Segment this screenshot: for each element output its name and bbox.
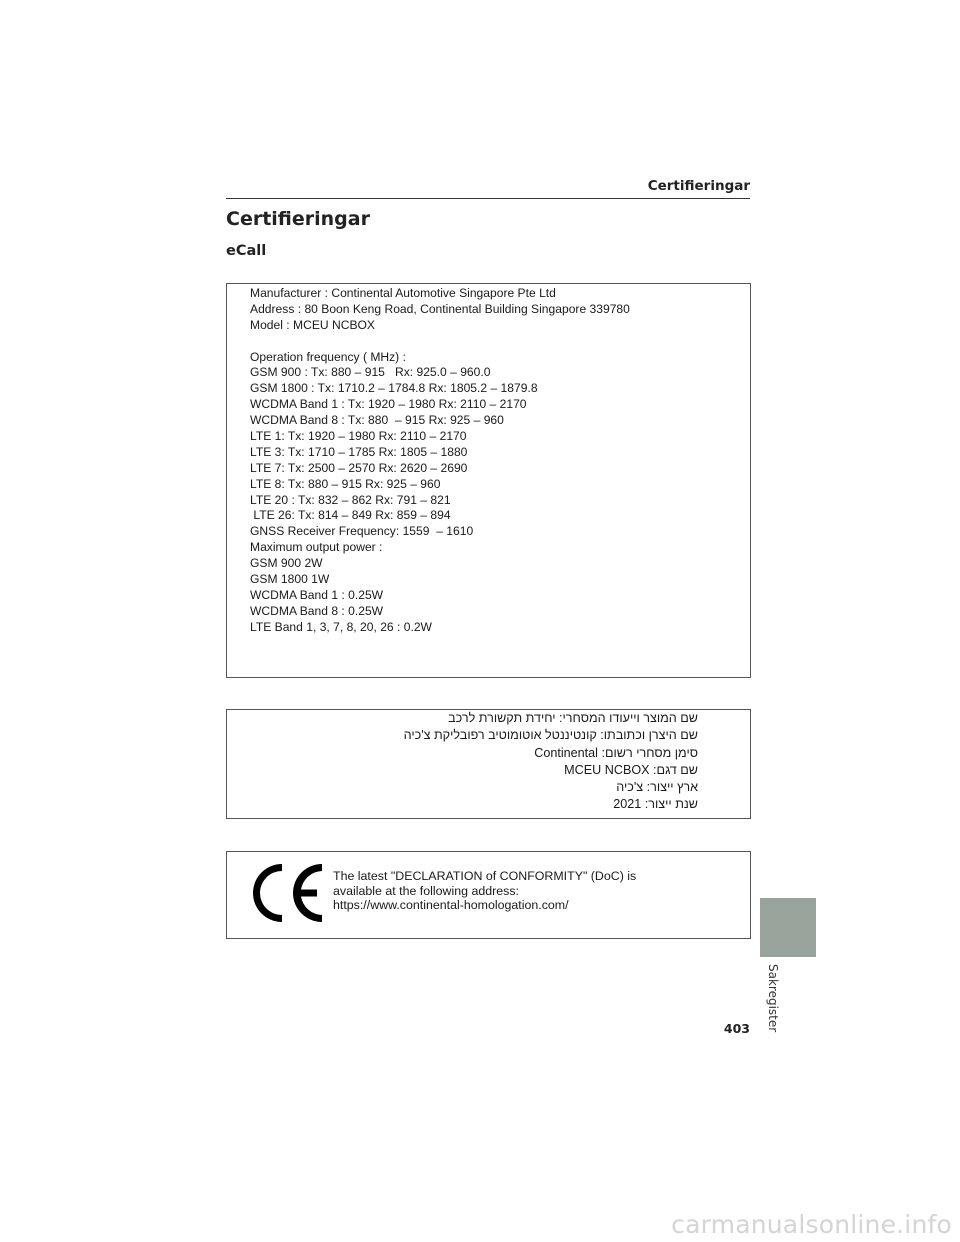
hebrew-declaration-box [226,709,751,819]
spec-line: WCDMA Band 8 : Tx: 880 – 915 Rx: 925 – 960 [250,413,504,428]
spec-line [250,334,750,350]
spec-line: Model : MCEU NCBOX [250,317,375,332]
spec-line: GSM 1800 1W [250,572,330,587]
spec-line: GSM 900 2W [250,556,323,571]
conformity-url: https://www.continental-homologation.com/ [333,898,569,912]
conformity-line: available at the following address: [333,883,519,898]
spec-line: Operation frequency ( MHz) : [250,349,406,364]
hebrew-line: שם המוצר וייעודו המסחרי: יחידת תקשורת לרכב [448,711,698,725]
hebrew-line: סימן מסחרי רשום: Continental [534,745,698,760]
hebrew-line: שם דגם: MCEU NCBOX [564,762,698,777]
spec-line: LTE 26: Tx: 814 – 849 Rx: 859 – 894 [250,508,451,523]
conformity-line: The latest "DECLARATION of CONFORMITY" (DoC) is [333,869,637,883]
spec-line: GNSS Receiver Frequency: 1559 – 1610 [250,524,474,539]
spec-line: LTE 20 : Tx: 832 – 862 Rx: 791 – 821 [250,492,451,507]
spec-line: Manufacturer : Continental Automotive Singapore Pte Ltd [250,286,556,300]
conformity-box [226,851,751,939]
spec-line: LTE 7: Tx: 2500 – 2570 Rx: 2620 – 2690 [250,460,468,475]
page-number: 403 [723,1021,750,1036]
spec-line: GSM 900 : Tx: 880 – 915 Rx: 925.0 – 960.0 [250,365,491,380]
spec-line: Maximum output power : [250,540,383,555]
page-title: Certifieringar [226,208,370,230]
ce-mark-icon [249,860,323,926]
spec-line: LTE Band 1, 3, 7, 8, 20, 26 : 0.2W [250,619,432,634]
spec-line: WCDMA Band 8 : 0.25W [250,603,384,618]
spec-line: WCDMA Band 1 : Tx: 1920 – 1980 Rx: 2110 – 2170 [250,397,527,412]
conformity-text [333,869,743,913]
watermark: carmanualsonline.info [671,1210,952,1239]
header-rule [226,198,750,199]
spec-line: LTE 8: Tx: 880 – 915 Rx: 925 – 960 [250,476,441,491]
spec-line: LTE 1: Tx: 1920 – 1980 Rx: 2110 – 2170 [250,429,467,444]
index-tab[interactable] [760,898,816,957]
spec-line: LTE 3: Tx: 1710 – 1785 Rx: 1805 – 1880 [250,444,468,459]
hebrew-line: ארץ ייצור: צ'כיה [616,780,698,795]
spec-line: Address : 80 Boon Keng Road, Continental Building Singapore 339780 [250,301,630,316]
running-header: Certifieringar [647,178,750,194]
index-tab-label: Sakregister [766,964,780,1033]
spec-line: WCDMA Band 1 : 0.25W [250,587,384,602]
section-title: eCall [226,243,267,259]
hebrew-line: שנת ייצור: 2021 [613,797,698,812]
ecall-specifications-box [226,283,751,678]
hebrew-line: שם היצרן וכתובתו: קונטיננטל אוטומוטיב רפובליקת צ'כיה [403,728,698,743]
spec-line: GSM 1800 : Tx: 1710.2 – 1784.8 Rx: 1805.2 – 1879.8 [250,381,538,396]
